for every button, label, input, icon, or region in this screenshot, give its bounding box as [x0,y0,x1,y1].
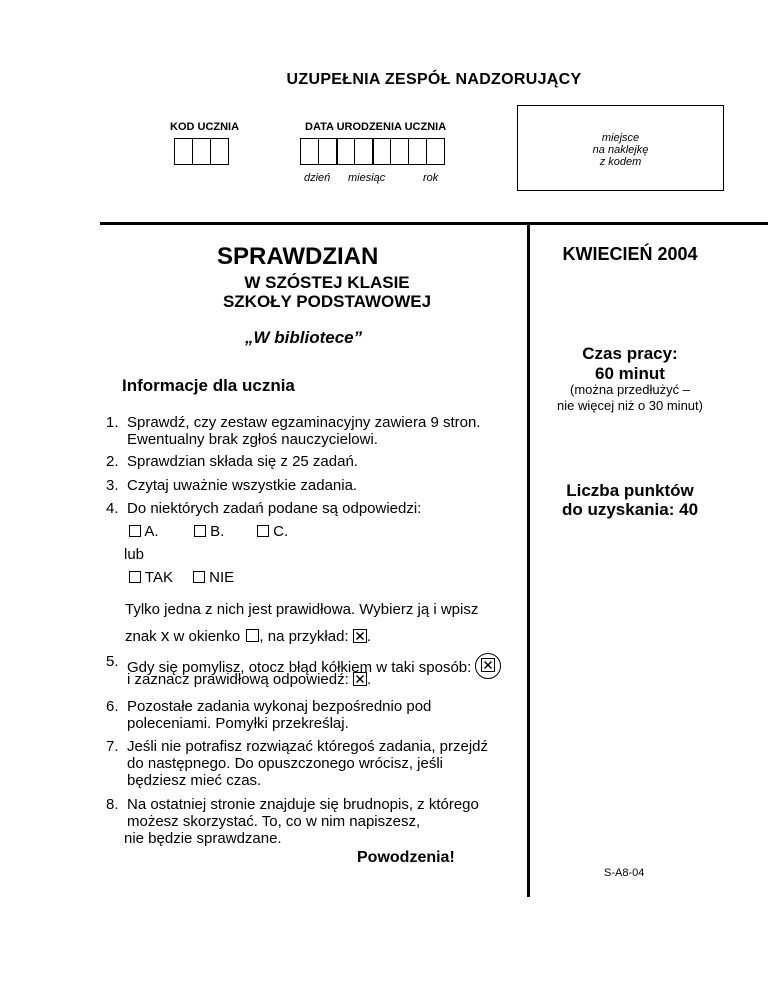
student-code-cells [175,138,229,165]
item-text: poleceniami. Pomyłki przekreślaj. [127,715,349,732]
item-number: 5. [106,653,119,670]
supervisor-title: UZUPEŁNIA ZESPÓŁ NADZORUJĄCY [286,71,582,88]
vertical-divider [527,222,530,897]
option-b-checkbox[interactable] [194,525,206,537]
only-one-text: Tylko jedna z nich jest prawidłowa. Wybierz ją i wpisz [125,601,479,618]
sticker-text-line: miejsce [601,132,640,144]
item-number: 6. [106,698,119,715]
exam-code: S-A8-04 [604,867,645,879]
birth-date-cell [408,138,427,165]
empty-box-icon [246,629,259,642]
sticker-text-line: na naklejkę [592,144,649,156]
exam-subtitle-2: SZKOŁY PODSTAWOWEJ [222,292,432,311]
exam-theme: „W bibliotece” [245,328,363,347]
time-note-2: nie więcej niż o 30 minut) [557,398,703,413]
period: . [366,628,371,645]
item-text: Na ostatniej stronie znajduje się brudnopis, z którego [127,796,479,813]
option-yes-label: TAK [144,569,173,586]
date-year-label: rok [423,172,439,184]
time-label: Czas pracy: [582,344,678,363]
item-number: 8. [106,796,119,813]
mark-prefix: znak [125,628,157,645]
horizontal-divider [100,222,768,225]
birth-date-cells [301,138,445,165]
item-number: 3. [106,477,119,494]
or-label: lub [124,546,145,563]
birth-date-cell [336,138,355,165]
item-text: Ewentualny brak zgłoś nauczycielowi. [127,431,378,448]
points-label-1: Liczba punktów [566,481,694,500]
birth-date-label: DATA URODZENIA UCZNIA [305,121,447,133]
date-day-label: dzień [304,172,331,184]
option-c-checkbox[interactable] [257,525,269,537]
time-value: 60 minut [595,364,665,383]
birth-date-cell [390,138,409,165]
points-label-2: do uzyskania: 40 [561,500,699,519]
mark-example: , na przykład: [259,628,349,645]
option-no-checkbox[interactable] [193,571,205,583]
birth-date-cell [426,138,445,165]
exam-title: SPRAWDZIAN [217,243,379,270]
option-yes-checkbox[interactable] [129,571,141,583]
exam-date: KWIECIEŃ 2004 [562,244,698,264]
sticker-placeholder [517,105,724,191]
item-text: będziesz mieć czas. [127,772,262,789]
item-text: Gdy się pomylisz, otocz błąd kółkiem w taki sposób: [127,653,501,679]
item-text: nie będzie sprawdzane. [124,830,282,847]
item-text: do następnego. Do opuszczonego wrócisz, jeśli [127,755,444,772]
option-a-label: A. [144,523,159,540]
item-text: Sprawdź, czy zestaw egzaminacyjny zawiera 9 stron. [127,414,481,431]
info-heading: Informacje dla ucznia [122,376,295,395]
mark-middle: w okienko [173,628,241,645]
birth-date-cell [372,138,391,165]
item-text: Czytaj uważnie wszystkie zadania. [127,477,358,494]
item-text: Sprawdzian składa się z 25 zadań. [127,453,358,470]
student-code-cell [192,138,211,165]
item-number: 7. [106,738,119,755]
item-number: 1. [106,414,119,431]
sticker-text-line: z kodem [599,156,642,168]
item-number: 4. [106,500,119,517]
checked-box-icon [353,629,367,643]
birth-date-cell [318,138,337,165]
item-text: i zaznacz prawidłową odpowiedź: . [127,671,372,688]
student-code-cell [174,138,193,165]
item-text: Pozostałe zadania wykonaj bezpośrednio pod [127,698,432,715]
item-text: Do niektórych zadań podane są odpowiedzi: [127,500,422,517]
exam-subtitle-1: W SZÓSTEJ KLASIE [244,273,410,292]
option-b-label: B. [210,523,225,540]
date-month-label: miesiąc [348,172,386,184]
birth-date-cell [300,138,319,165]
student-code-cell [210,138,229,165]
circled-box-icon [475,653,501,679]
mark-x-letter: x [160,626,170,645]
checked-box-icon [353,672,367,686]
item-text: Jeśli nie potrafisz rozwiązać któregoś zadania, przejdź [127,738,489,755]
student-code-label: KOD UCZNIA [170,121,240,133]
good-luck: Powodzenia! [357,849,455,866]
birth-date-cell [354,138,373,165]
item-text: możesz skorzystać. To, co w nim napiszesz, [127,813,421,830]
option-a-checkbox[interactable] [129,525,141,537]
time-note-1: (można przedłużyć – [570,382,690,397]
item-number: 2. [106,453,119,470]
option-c-label: C. [273,523,289,540]
option-no-label: NIE [209,569,235,586]
